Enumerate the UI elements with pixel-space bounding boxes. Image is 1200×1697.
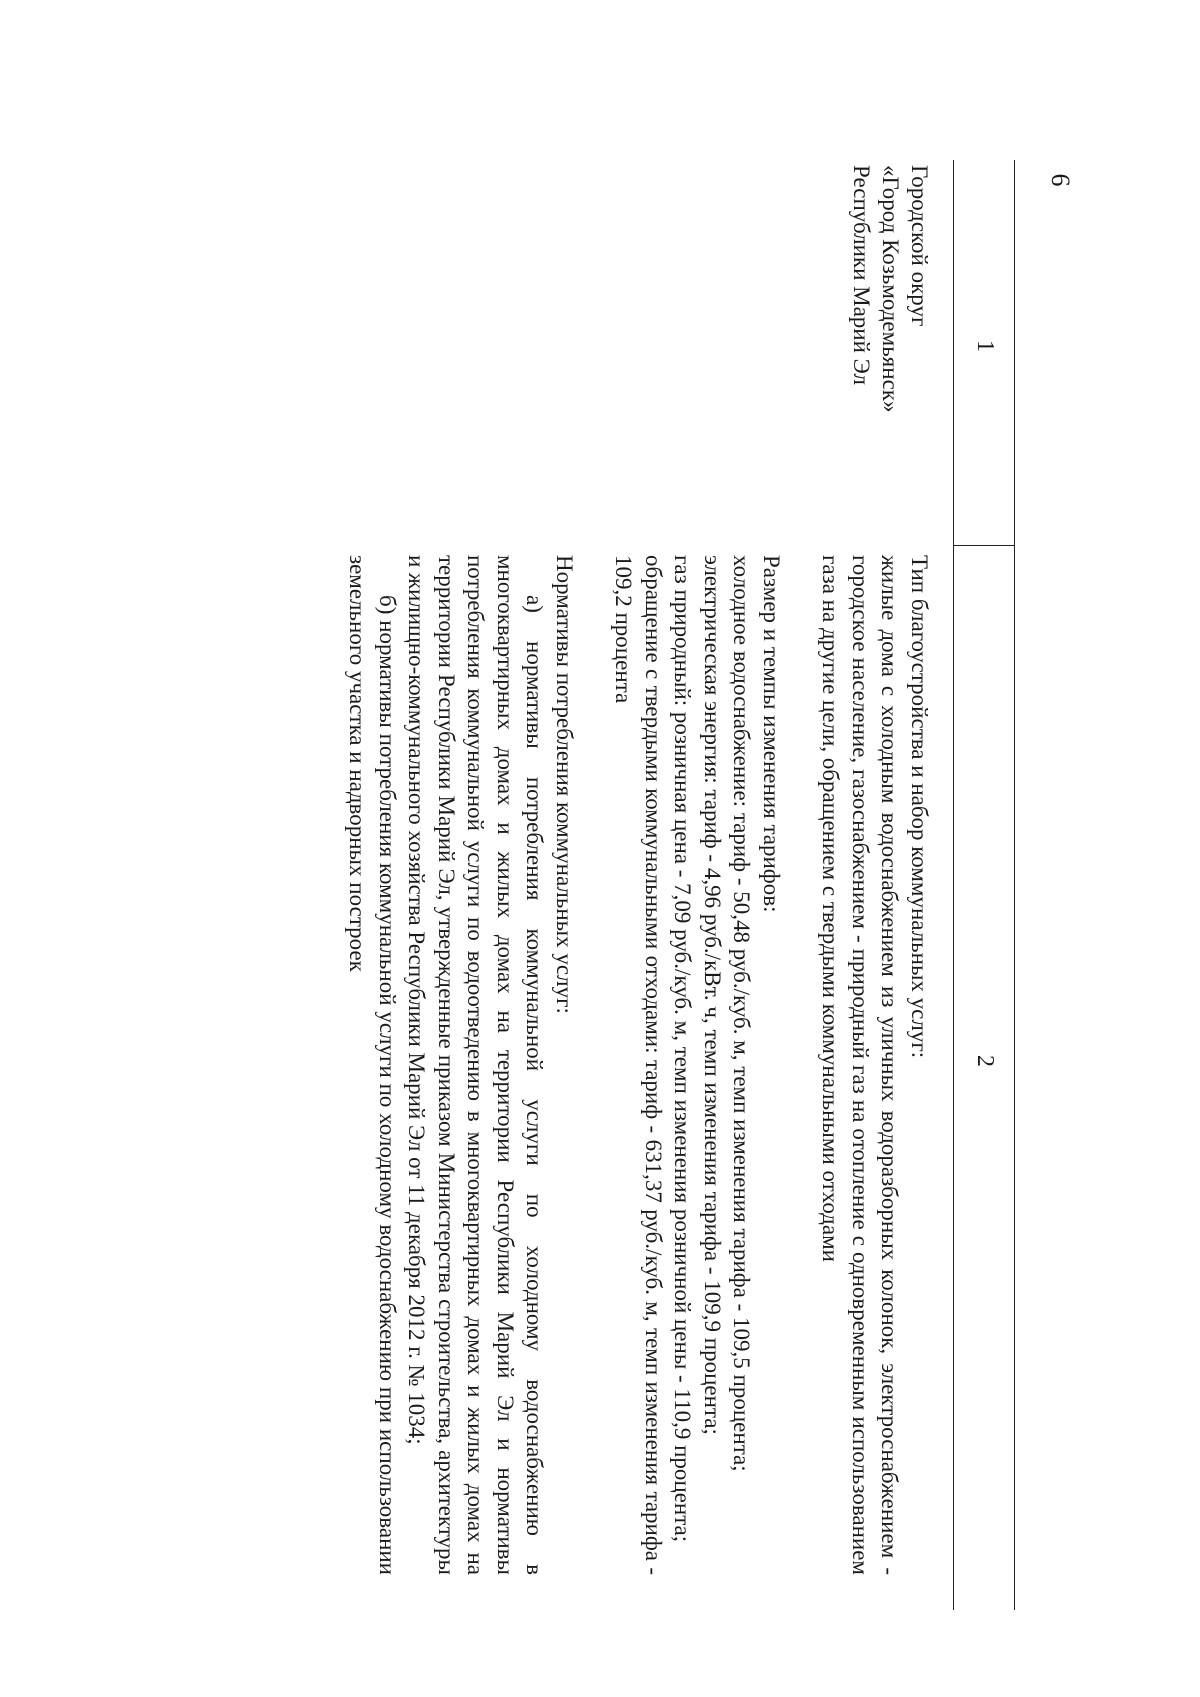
column-separator [954,545,1014,546]
norms-title: Нормативы потребления коммунальных услуг: [552,555,577,1014]
tariff-electric: электрическая энергия: тариф - 4,96 руб./кВт. ч, темп изменения тарифа - 109,9 процента; [700,555,725,1435]
municipality-line: Городской округ [907,165,932,327]
tariff-water: холодное водоснабжение: тариф - 50,48 руб./куб. м, темп изменения тарифа - 109,5 процента; [729,555,755,1472]
tariff-table [214,160,1015,1610]
tariff-gas: газ природный: розничная цена - 7,09 руб./куб. м, темп изменения розничной цены - 110,9 процента; [670,555,696,1543]
tariff-waste: обращение с твердыми коммунальными отходами: тариф - 631,37 руб./куб. м, темп изменения тарифа - 109,2 процента [611,555,666,1575]
municipality-line: «Город Козьмодемьянск» [878,165,903,413]
type-title: Тип благоустройства и набор коммунальных услуг: [907,555,932,1059]
norm-b: б) нормативы потребления коммунальной услуги по холодному водоснабжению при использовании земельного участка и надворных построек [345,555,400,1575]
municipality-line: Республики Марий Эл [849,165,874,386]
header-divider [953,160,954,1610]
column-header-2: 2 [972,1055,998,1067]
municipality-cell [847,165,934,495]
type-text: жилые дома с холодным водоснабжением из уличных водоразборных колонок, электроснабжением - городское население, газоснабжением - природный газ на отопление с одновременным использованием газа на другие цели, обращением с твердыми коммунальными отходами [818,555,903,1575]
details-cell [343,555,934,1575]
rotated-page-content [215,160,1015,1610]
norm-a: а) нормативы потребления коммунальной услуги по холодному водоснабжению в многоквартирных домах и жилых домах на территории Республики Марий Эл и нормативы потребления коммунальной услуги по водоотведению в многоквартирных домах и жилых домах на территории Республики Марий Эл, утвержденные приказом Министерства строительства, архитектуры и жилищно-коммунального хозяйства Республики Марий Эл от 11 декабря 2012 г. № 1034; [404,555,548,1575]
column-header-1: 1 [972,340,998,352]
page-number: 6 [1046,173,1075,187]
tariffs-title: Размер и темпы изменения тарифов: [759,555,784,913]
